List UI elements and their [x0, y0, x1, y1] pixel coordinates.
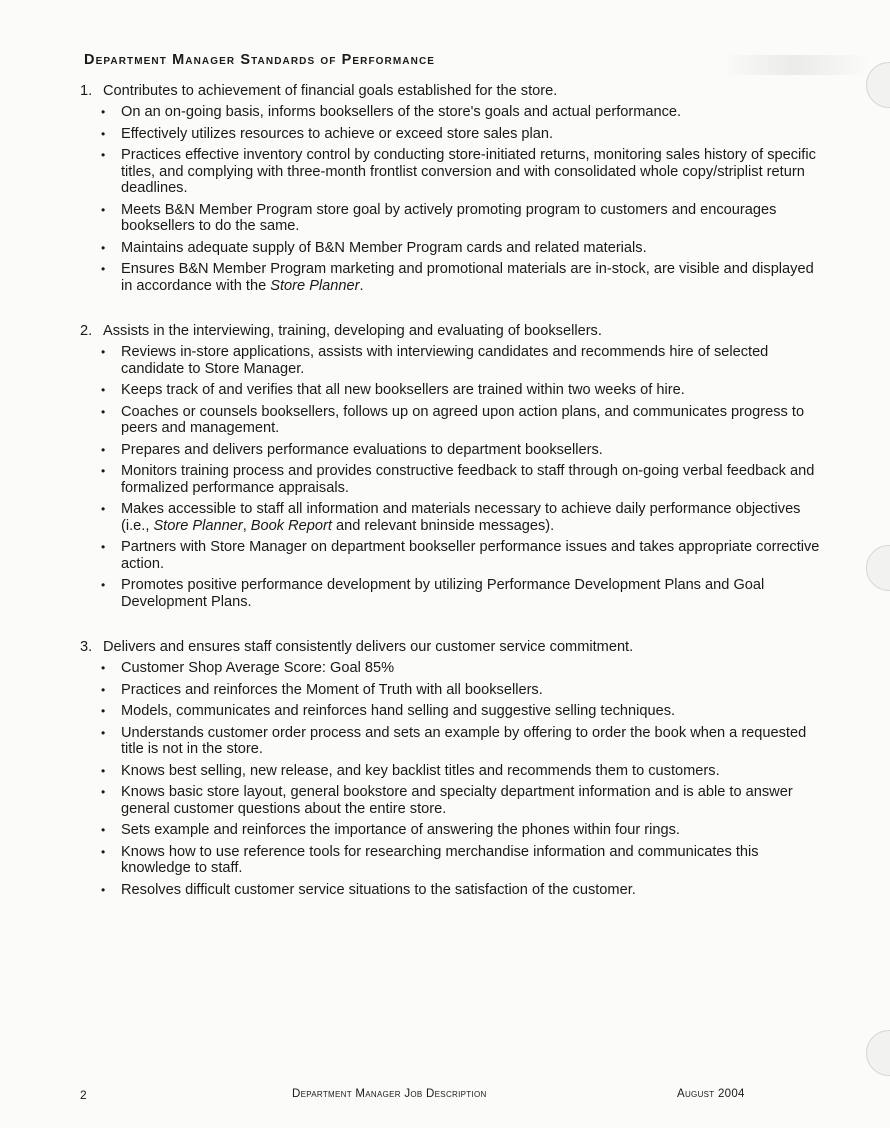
- bullet-dot-icon: •: [101, 785, 106, 799]
- bullet-dot-icon: •: [101, 148, 106, 162]
- bullet-item: [101, 382, 825, 399]
- bullet-dot-icon: •: [101, 126, 106, 141]
- bullet-dot-icon: •: [101, 464, 106, 478]
- section-number: 1.: [80, 83, 93, 99]
- bullet-dot-icon: •: [101, 763, 106, 778]
- bullet-dot-icon: •: [101, 540, 106, 554]
- bullet-text: Effectively utilizes resources to achieve or exceed store sales plan.: [121, 125, 554, 142]
- footer-document-title: Department Manager Job Description: [292, 1088, 487, 1100]
- section-heading-text: Assists in the interviewing, training, developing and evaluating of booksellers.: [103, 323, 602, 339]
- standard-section: [80, 638, 825, 898]
- bullet-item: [101, 703, 825, 720]
- bullet-item: [101, 882, 825, 899]
- bullet-item: [101, 442, 825, 459]
- bullet-item: [101, 126, 825, 143]
- bullet-text: Models, communicates and reinforces hand selling and suggestive selling techniques.: [121, 703, 676, 719]
- bullet-item: [101, 104, 825, 121]
- bullet-dot-icon: •: [101, 682, 106, 697]
- section-number: 3.: [80, 639, 93, 655]
- bullet-item: [101, 344, 825, 377]
- bullet-list: [80, 660, 825, 898]
- bullet-item: [101, 147, 825, 197]
- bullet-item: [101, 784, 825, 817]
- bullet-item: [101, 404, 825, 437]
- bullet-dot-icon: •: [101, 882, 106, 897]
- bullet-dot-icon: •: [101, 502, 106, 516]
- bullet-dot-icon: •: [101, 725, 106, 740]
- bullet-text: Keeps track of and verifies that all new booksellers are trained within two weeks of hire.: [121, 382, 685, 398]
- bullet-text: Knows best selling, new release, and key backlist titles and recommends them to customers.: [121, 762, 720, 779]
- bullet-item: [101, 682, 825, 699]
- bullet-item: [101, 822, 825, 839]
- bullet-dot-icon: •: [101, 383, 106, 397]
- bullet-text: Meets B&N Member Program store goal by actively promoting program to customers and encourages booksellers to do the same.: [121, 201, 777, 234]
- binder-hole-bottom: [866, 1030, 890, 1076]
- bullet-item: [101, 763, 825, 780]
- page-footer: [80, 1088, 780, 1104]
- bullet-item: [101, 463, 825, 496]
- footer-date: August 2004: [677, 1088, 745, 1100]
- standard-section: [80, 82, 825, 294]
- bullet-text: Practices effective inventory control by conducting store-initiated returns, monitoring sales history of specific titles, and complying with three-month frontlist conversion and with consolidated whole copy/striplist return deadlines.: [121, 147, 816, 196]
- standards-list: [80, 82, 825, 903]
- bullet-item: [101, 844, 825, 877]
- page-title: Department Manager Standards of Performance: [84, 52, 436, 68]
- bullet-text: Sets example and reinforces the importance of answering the phones within four rings.: [121, 822, 680, 838]
- bullet-text: Maintains adequate supply of B&N Member Program cards and related materials.: [121, 239, 647, 256]
- bullet-dot-icon: •: [101, 202, 106, 217]
- bullet-dot-icon: •: [101, 823, 106, 837]
- bullet-dot-icon: •: [101, 404, 106, 419]
- bullet-text: Prepares and delivers performance evaluations to department booksellers.: [121, 441, 603, 458]
- bullet-text: Coaches or counsels booksellers, follows up on agreed upon action plans, and communicates progress to peers and management.: [121, 403, 805, 436]
- binder-hole-middle: [866, 545, 890, 591]
- section-heading: [80, 638, 825, 656]
- bullet-text: Reviews in-store applications, assists with interviewing candidates and recommends hire of selected candidate to Store Manager.: [121, 344, 769, 377]
- bullet-dot-icon: •: [101, 262, 106, 276]
- italic-term: Book Report: [250, 517, 332, 534]
- bullet-dot-icon: •: [101, 661, 106, 675]
- scan-bleed-through: [720, 55, 870, 75]
- bullet-dot-icon: •: [101, 105, 106, 119]
- bullet-item: [101, 725, 825, 758]
- bullet-text: Practices and reinforces the Moment of Truth with all booksellers.: [121, 681, 543, 698]
- bullet-text: Knows how to use reference tools for researching merchandise information and communicates this knowledge to staff.: [121, 843, 759, 876]
- bullet-dot-icon: •: [101, 578, 106, 592]
- bullet-text: Understands customer order process and sets an example by offering to order the book when a requested title is not in the store.: [121, 724, 807, 757]
- bullet-text: On an on-going basis, informs booksellers of the store's goals and actual performance.: [121, 104, 682, 120]
- bullet-item: [101, 261, 825, 294]
- bullet-dot-icon: •: [101, 345, 106, 359]
- bullet-dot-icon: •: [101, 240, 106, 255]
- bullet-text: Monitors training process and provides constructive feedback to staff through on-going verbal feedback and formalized performance appraisals.: [121, 463, 815, 496]
- bullet-dot-icon: •: [101, 442, 106, 457]
- bullet-dot-icon: •: [101, 844, 106, 859]
- bullet-text: Makes accessible to staff all information and materials necessary to achieve daily performance objectives (i.e., Store Planner, Book Report and relevant bninside messages).: [121, 501, 801, 534]
- section-heading: [80, 322, 825, 340]
- section-heading-text: Contributes to achievement of financial goals established for the store.: [103, 83, 558, 99]
- bullet-item: [101, 660, 825, 677]
- bullet-text: Knows basic store layout, general bookstore and specialty department information and is able to answer general customer questions about the entire store.: [121, 784, 793, 817]
- bullet-item: [101, 577, 825, 610]
- bullet-item: [101, 539, 825, 572]
- bullet-text: Customer Shop Average Score: Goal 85%: [121, 660, 395, 676]
- bullet-item: [101, 202, 825, 235]
- standard-section: [80, 322, 825, 610]
- bullet-list: [80, 104, 825, 294]
- italic-term: Store Planner: [270, 277, 360, 294]
- bullet-list: [80, 344, 825, 610]
- bullet-text: Promotes positive performance development by utilizing Performance Development Plans and Goal Development Plans.: [121, 577, 765, 610]
- section-number: 2.: [80, 323, 93, 339]
- section-heading-text: Delivers and ensures staff consistently delivers our customer service commitment.: [103, 639, 634, 655]
- bullet-item: [101, 240, 825, 257]
- bullet-text: Partners with Store Manager on department bookseller performance issues and takes appropriate corrective action.: [121, 539, 820, 572]
- section-heading: [80, 82, 825, 100]
- bullet-dot-icon: •: [101, 704, 106, 718]
- page-number: 2: [80, 1088, 87, 1102]
- bullet-text: Resolves difficult customer service situations to the satisfaction of the customer.: [121, 881, 636, 898]
- bullet-text: Ensures B&N Member Program marketing and promotional materials are in-stock, are visible and displayed in accordance with the Store Planner.: [121, 261, 814, 294]
- bullet-item: [101, 501, 825, 534]
- italic-term: Store Planner: [153, 517, 243, 534]
